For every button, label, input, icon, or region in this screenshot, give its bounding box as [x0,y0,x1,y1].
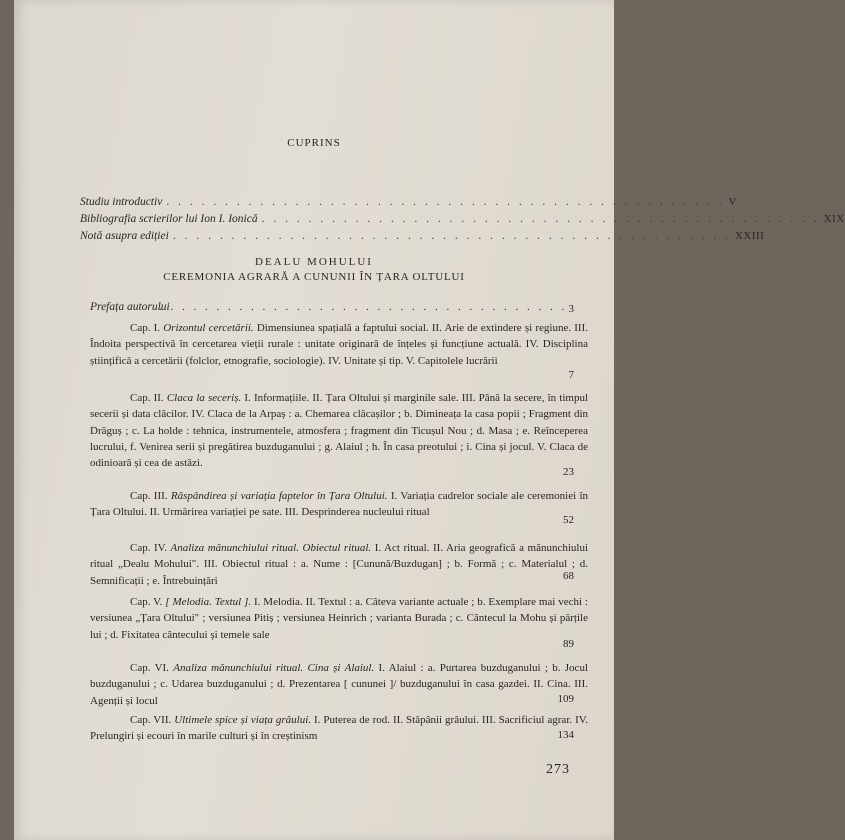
chapter-number: Cap. II. [130,392,164,404]
work-title: DEALU MOHULUI [255,256,373,268]
chapter-entry [90,660,588,709]
chapter-title: [ Melodia. Textul ]. [165,596,252,608]
prelim-entry-page: XXIII [734,230,765,242]
preface-label: Prefața autorului [90,301,170,313]
chapter-number: Cap. III. [130,490,168,502]
prelim-entry-page: V [728,196,737,208]
chapter-number: Cap. IV. [130,542,167,554]
chapter-number: Cap. I. [130,322,161,334]
chapter-contents: I. Alaiul : a. Purtarea buzduganului ; b. Jocul buzduganului ; c. Udarea buzduganului ; d. Prezentarea [ cununei ]/ buzduganului în casa gazdei. II. Cina. III. Agenții și locul [90,662,588,707]
prelim-entry-label: Notă asupra ediției [80,230,169,242]
prelim-entry-label: Studiu introductiv [80,196,163,208]
dot-leader: . . . . . . . . . . . . . . . . . . . . . . . . . . . . . . . . . . . . [159,301,568,313]
chapter-page: 109 [557,693,574,705]
dot-leader: . . . . . . . . . . . . . . . . . . . . . . . . . . . . . . . . . . . . . . . . . . . . . . . . [172,230,731,242]
chapter-contents: I. Melodia. II. Textul : a. Câteva variante actuale ; b. Exemplare mai vechi : versiunea „Țara Oltului" ; versiunea Pitiș ; versiunea Heinrich ; varianta Burada ; c. Cântecul la Mohu și părțile lui ; d. Fixitatea cântecului și temele sale [90,596,588,641]
preface-page: 3 [568,303,574,315]
chapter-contents: Dimensiunea spațială a faptului social. II. Arie de extindere și regiune. III. Îndoita perspectivă în cercetarea vieții rurale : unitate originară de înțeles și funcțiune actuală. IV. Disciplina științifică a cercetării (folclor, etnografie, sociologie). IV. Unitate și tip. V. Capitolele lucrării [90,322,588,367]
chapter-number: Cap. V. [130,596,163,608]
chapter-contents: I. Puterea de rod. II. Stăpânii grâului. III. Sacrificiul agrar. IV. Prelungiri și ecouri în marile culturi și în creștinism [90,714,589,743]
chapter-title: Răspândirea și variația faptelor în Țara Oltului. [170,490,388,502]
work-title-block [14,256,614,283]
chapter-page: 52 [563,514,574,526]
chapter-entry [90,488,588,521]
chapter-page: 134 [557,729,574,741]
contents-heading: CUPRINS [287,137,341,149]
chapter-page: 68 [563,570,574,582]
prelim-entry [80,213,845,230]
chapter-entry [90,540,588,589]
dot-leader: . . . . . . . . . . . . . . . . . . . . . . . . . . . . . . . . . . . . . . . . . . . . . . . . [261,213,820,225]
chapter-entry [90,594,588,643]
book-page [14,0,845,840]
dot-leader: . . . . . . . . . . . . . . . . . . . . . . . . . . . . . . . . . . . . . . . . . . . . . . . . [166,196,725,208]
chapter-entry [90,390,588,471]
chapter-contents: I. Act ritual. II. Aria geografică a mănunchiului ritual „Dealu Mohului". III. Obiectul ritual : a. Nume : [Cunună/Buzdugan] ; b. Formă ; c. Materialul ; d. Semnificații ; e. Întrebuințări [90,542,589,587]
chapter-page: 7 [568,369,574,381]
chapter-entry [90,320,588,369]
prelim-list [80,196,845,247]
prelim-entry [80,230,765,247]
chapter-title: Orizontul cercetării. [163,322,254,334]
chapter-title: Analiza mănunchiului ritual. Cina și Alaiul. [173,662,375,674]
prelim-entry [80,196,737,213]
chapter-number: Cap. VI. [130,662,169,674]
chapter-number: Cap. VII. [130,714,172,726]
chapter-entry [90,712,588,745]
chapter-page: 89 [563,638,574,650]
page-folio: 273 [546,762,570,777]
prelim-entry-label: Bibliografia scrierilor lui Ion I. Ionică [80,213,258,225]
prelim-entry-page: XIX [823,213,845,225]
work-subtitle: CEREMONIA AGRARĂ A CUNUNII ÎN ȚARA OLTULUI [163,271,465,283]
chapter-title: Ultimele spice și viața grâului. [174,714,312,726]
chapter-title: Analiza mănunchiului ritual. Obiectul ritual. [170,542,372,554]
chapter-page: 23 [563,466,574,478]
chapter-title: Claca la seceriș. [166,392,242,404]
chapter-contents: I. Variația cadrelor sociale ale ceremoniei în Țara Oltului. II. Urmărirea variației pe sate. III. Desprinderea nucleului ritual [90,490,589,519]
chapter-contents: I. Informațiile. II. Țara Oltului și marginile sale. III. Până la secere, în timpul secerii și data clăcilor. IV. Claca de la Arpaș : a. Chemarea clăcașilor ; b. Dimineața la casa popii ; Fragment din Drăguș ; c. La holde : tehnica, instrumentele, atmosfera ; fragment din Ticușul Nou ; d. Masa ; e. Reînceperea lucrului, f. Venirea serii și pregătirea buzduganului ; g. Alaiul ; h. În casa preotului ; i. Cina și jocul. V. Claca de odinioară și cea de astăzi. [90,392,589,470]
